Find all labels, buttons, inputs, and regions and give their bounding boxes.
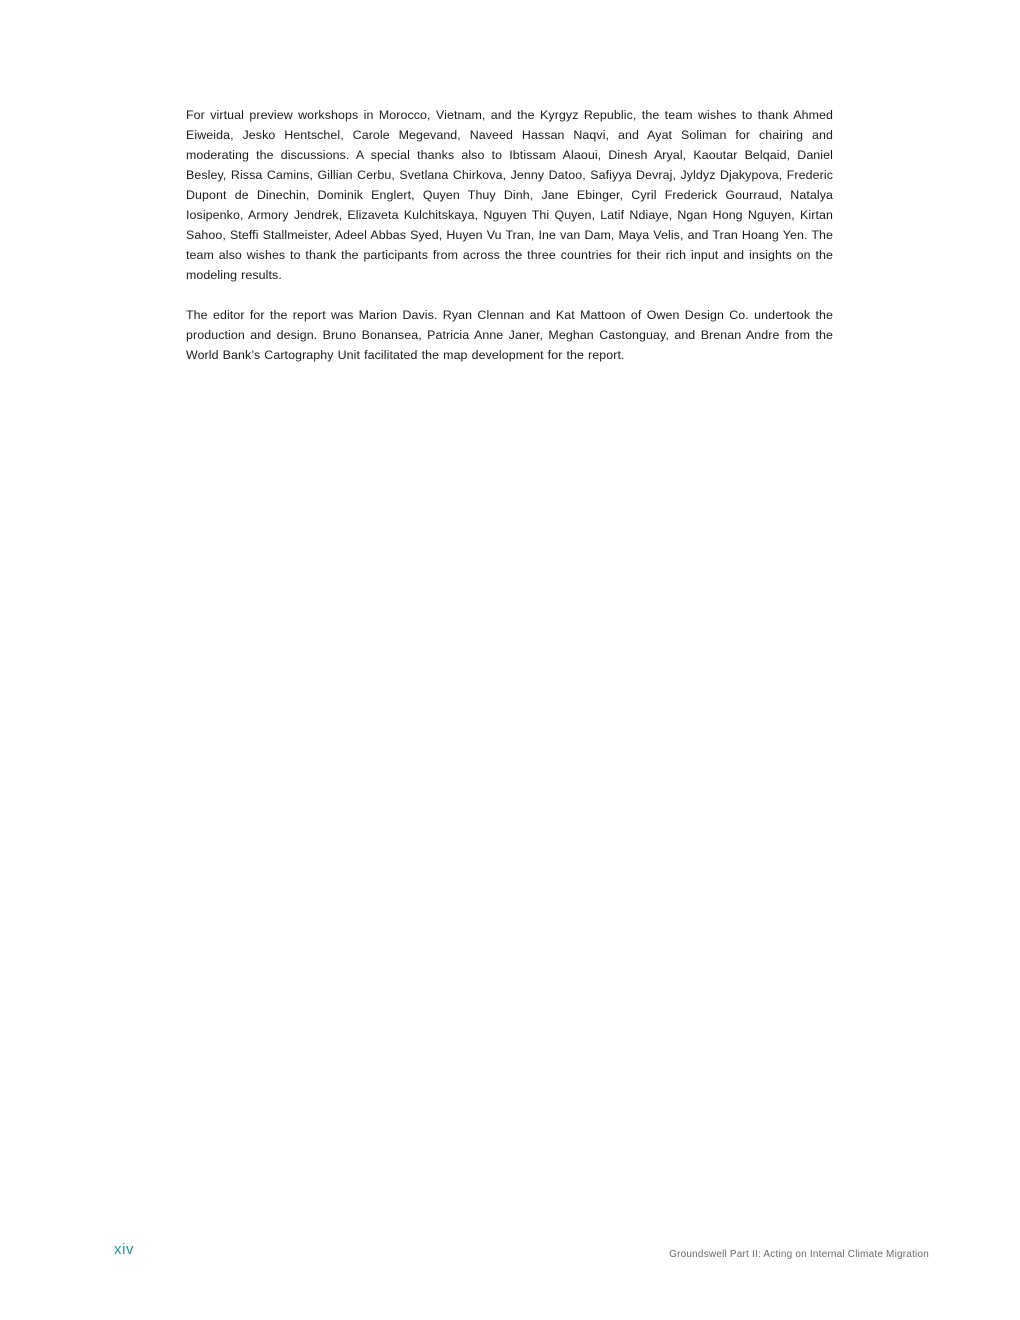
acknowledgments-body: [186, 105, 833, 385]
paragraph-workshops: For virtual preview workshops in Morocco, Vietnam, and the Kyrgyz Republic, the team wishes to thank Ahmed Eiweida, Jesko Hentschel, Carole Megevand, Naveed Hassan Naqvi, and Ayat Soliman for chairing and moderating the discussions. A special thanks also to Ibtissam Alaoui, Dinesh Aryal, Kaoutar Belqaid, Daniel Besley, Rissa Camins, Gillian Cerbu, Svetlana Chirkova, Jenny Datoo, Safiyya Devraj, Jyldyz Djakypova, Frederic Dupont de Dinechin, Dominik Englert, Quyen Thuy Dinh, Jane Ebinger, Cyril Frederick Gourraud, Natalya Iosipenko, Armory Jendrek, Elizaveta Kulchitskaya, Nguyen Thi Quyen, Latif Ndiaye, Ngan Hong Nguyen, Kirtan Sahoo, Steffi Stallmeister, Adeel Abbas Syed, Huyen Vu Tran, Ine van Dam, Maya Velis, and Tran Hoang Yen. The team also wishes to thank the participants from across the three countries for their rich input and insights on the modeling results.: [186, 108, 833, 282]
paragraph-editor-credits: The editor for the report was Marion Davis. Ryan Clennan and Kat Mattoon of Owen Design Co. undertook the production and design. Bruno Bonansea, Patricia Anne Janer, Meghan Castonguay, and Brenan Andre from the World Bank’s Cartography Unit facilitated the map development for the report.: [186, 308, 833, 362]
page-number: xiv: [114, 1241, 135, 1258]
running-footer-title: Groundswell Part II: Acting on Internal Climate Migration: [669, 1249, 929, 1260]
